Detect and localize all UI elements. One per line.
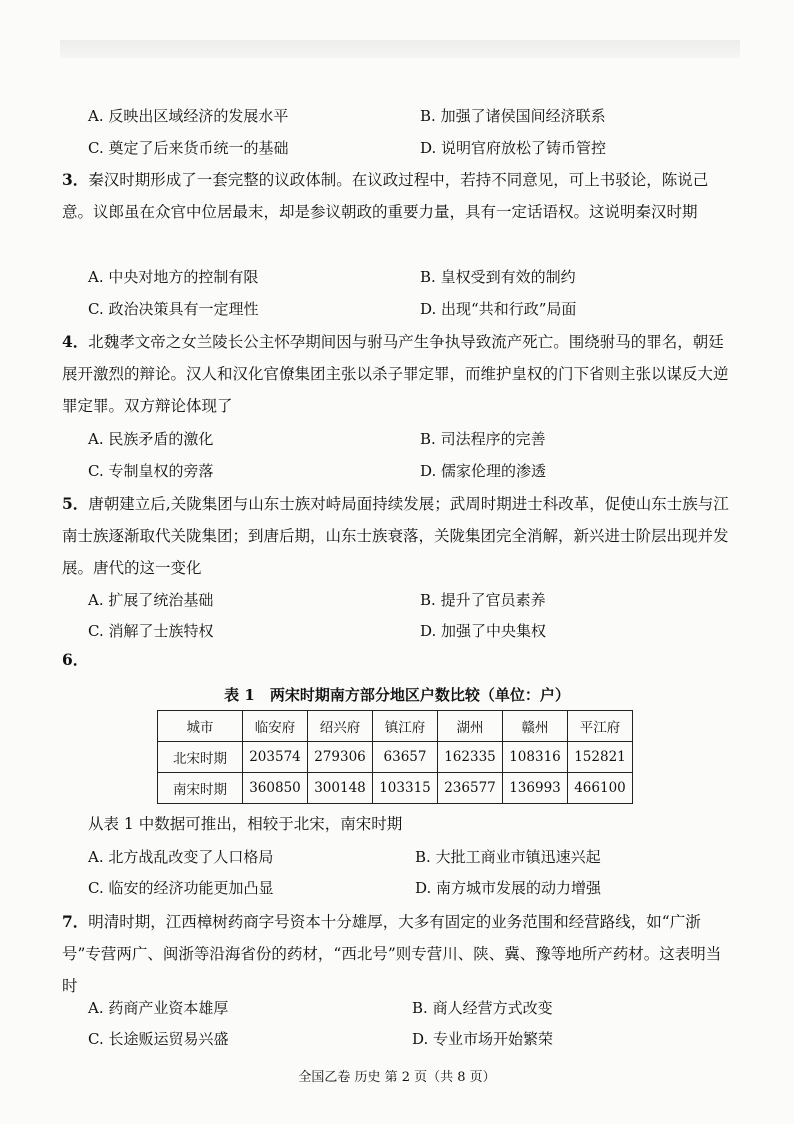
table-cell: 北宋时期: [158, 742, 243, 773]
table-cell: 136993: [503, 773, 568, 804]
table-header-cell: 绍兴府: [308, 711, 373, 742]
table-cell: 203574: [243, 742, 308, 773]
q5-option-d: D. 加强了中央集权: [420, 622, 547, 640]
table-cell: 466100: [568, 773, 633, 804]
q2-option-b: B. 加强了诸侯国间经济联系: [420, 107, 606, 125]
q3-option-a: A. 中央对地方的控制有限: [88, 268, 259, 286]
q3-option-b: B. 皇权受到有效的制约: [420, 268, 576, 286]
q7-option-b: B. 商人经营方式改变: [412, 999, 553, 1017]
q2-option-a: A. 反映出区域经济的发展水平: [88, 107, 289, 125]
q6-option-a: A. 北方战乱改变了人口格局: [88, 848, 274, 866]
q7-option-a: A. 药商产业资本雄厚: [88, 999, 229, 1017]
table-cell: 236577: [438, 773, 503, 804]
table-header-cell: 湖州: [438, 711, 503, 742]
q6-number: 6．: [62, 650, 89, 669]
q7-option-c: C. 长途贩运贸易兴盛: [88, 1030, 229, 1048]
scan-shadow: [60, 40, 740, 58]
q7-stem: 7．明清时期，江西樟树药商字号资本十分雄厚，大多有固定的业务范围和经营路线，如“广浙号”专营两广、闽浙等沿海省份的药材，“西北号”则专营川、陕、冀、豫等地所产药材。这表明当时: [62, 912, 722, 995]
table-caption: 表 1 两宋时期南方部分地区户数比较（单位：户）: [224, 686, 570, 704]
q4-option-c: C. 专制皇权的旁落: [88, 462, 214, 480]
table-cell: 103315: [373, 773, 438, 804]
table-cell: 279306: [308, 742, 373, 773]
q5-option-c: C. 消解了士族特权: [88, 622, 214, 640]
table-header-cell: 平江府: [568, 711, 633, 742]
table-header-cell: 临安府: [243, 711, 308, 742]
q2-option-d: D. 说明官府放松了铸币管控: [420, 139, 607, 157]
q2-option-c: C. 奠定了后来货币统一的基础: [88, 139, 289, 157]
page-footer: 全国乙卷 历史 第 2 页（共 8 页）: [298, 1070, 496, 1085]
q7-option-d: D. 专业市场开始繁荣: [412, 1030, 554, 1048]
q4-option-a: A. 民族矛盾的激化: [88, 430, 214, 448]
table-cell: 162335: [438, 742, 503, 773]
q4-option-d: D. 儒家伦理的渗透: [420, 462, 547, 480]
table-cell: 152821: [568, 742, 633, 773]
table-cell: 108316: [503, 742, 568, 773]
q4-stem: 4．北魏孝文帝之女兰陵长公主怀孕期间因与驸马产生争执导致流产死亡。围绕驸马的罪名，朝廷展开激烈的辩论。汉人和汉化官僚集团主张以杀子罪定罪，而维护皇权的门下省则主张以谋反大逆罪定罪。双方辩论体现了: [62, 332, 729, 415]
table-cell: 南宋时期: [158, 773, 243, 804]
q3-option-d: D. 出现“共和行政”局面: [420, 300, 577, 318]
table-cell: 300148: [308, 773, 373, 804]
q6-option-c: C. 临安的经济功能更加凸显: [88, 879, 274, 897]
q6-stem: 从表 1 中数据可推出，相较于北宋，南宋时期: [88, 815, 403, 833]
table-cell: 360850: [243, 773, 308, 804]
table-header-cell: 城市: [158, 711, 243, 742]
table-header-cell: 赣州: [503, 711, 568, 742]
table-header-cell: 镇江府: [373, 711, 438, 742]
household-table: [157, 710, 633, 804]
q6-option-b: B. 大批工商业市镇迅速兴起: [415, 848, 601, 866]
q5-option-a: A. 扩展了统治基础: [88, 591, 214, 609]
q5-option-b: B. 提升了官员素养: [420, 591, 546, 609]
q3-stem: 3．秦汉时期形成了一套完整的议政体制。在议政过程中，若持不同意见，可上书驳论，陈说己意。议郎虽在众官中位居最末，却是参议朝政的重要力量，具有一定话语权。这说明秦汉时期: [62, 170, 709, 221]
table-row: [158, 773, 633, 804]
table-header-row: [158, 711, 633, 742]
q5-stem: 5．唐朝建立后,关陇集团与山东士族对峙局面持续发展；武周时期进士科改革，促使山东士族与江南士族逐渐取代关陇集团；到唐后期，山东士族衰落，关陇集团完全消解，新兴进士阶层出现并发展。唐代的这一变化: [62, 494, 729, 577]
q6-option-d: D. 南方城市发展的动力增强: [415, 879, 602, 897]
table-cell: 63657: [373, 742, 438, 773]
table-row: [158, 742, 633, 773]
q4-option-b: B. 司法程序的完善: [420, 430, 546, 448]
q3-option-c: C. 政治决策具有一定理性: [88, 300, 259, 318]
